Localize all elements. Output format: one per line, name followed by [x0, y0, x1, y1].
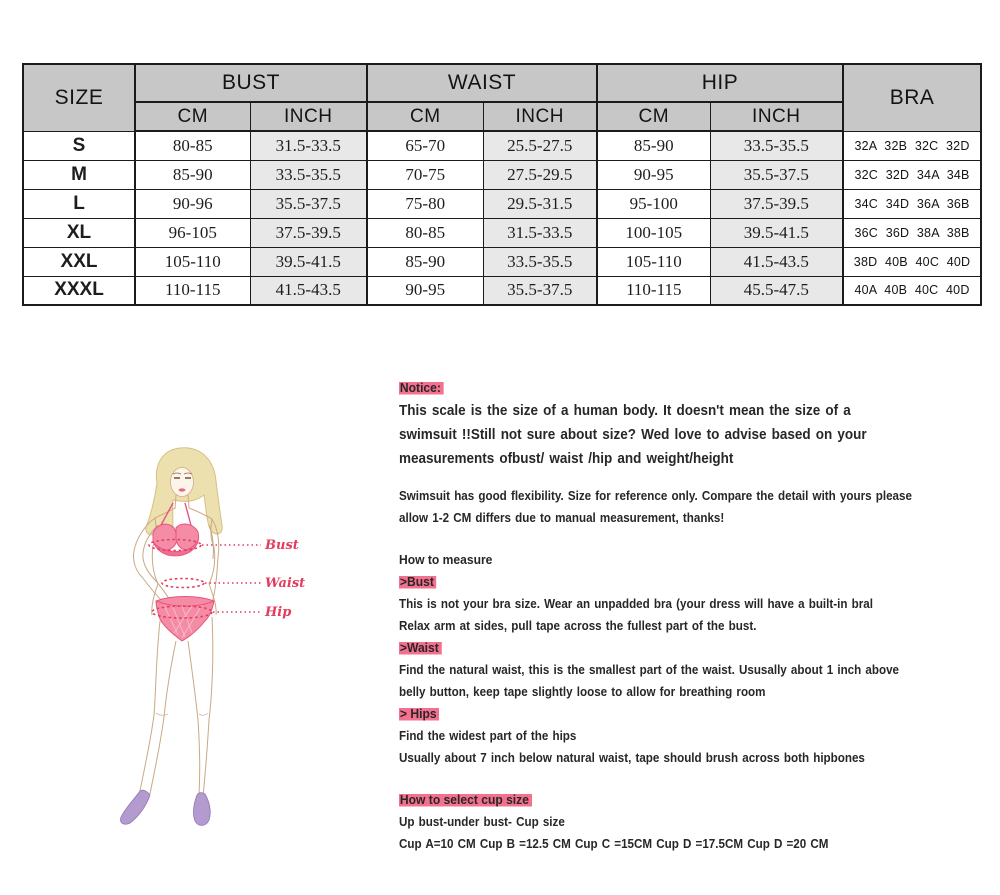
col-header-bust: BUST [135, 64, 367, 102]
bust-inch-value: 33.5-35.5 [250, 160, 367, 189]
how-to-measure-heading: How to measure [399, 552, 493, 567]
left-shoe [121, 790, 150, 824]
waist-inch-value: 29.5-31.5 [483, 189, 597, 218]
subheader-waist-cm: CM [367, 102, 483, 131]
hip-inch-value: 45.5-47.5 [710, 276, 843, 305]
size-label: S [23, 131, 135, 160]
right-shoe [194, 793, 211, 826]
bust-cm-value: 85-90 [135, 160, 250, 189]
subheader-bust-inch: INCH [250, 102, 367, 131]
hips-instruction-2: Usually about 7 inch below natural waist, tape should brush across both hipbones [399, 751, 865, 765]
bra-sizes-value: 34C 34D 36A 36B [843, 189, 981, 218]
cup-instruction-1: Up bust-under bust- Cup size [399, 815, 565, 829]
hip-cm-value: 100-105 [597, 218, 710, 247]
size-label: XXXL [23, 276, 135, 305]
bust-inch-value: 31.5-33.5 [250, 131, 367, 160]
notice-line-2: swimsuit !!Still not sure about size? Wed love to advise based on your [399, 427, 867, 443]
subheader-hip-cm: CM [597, 102, 710, 131]
waist-inch-value: 27.5-29.5 [483, 160, 597, 189]
hip-inch-value: 37.5-39.5 [710, 189, 843, 218]
size-label: L [23, 189, 135, 218]
table-row-xxl [23, 247, 981, 276]
table-row-xl [23, 218, 981, 247]
hip-label: Hip [265, 605, 292, 620]
notice-line-3: measurements ofbust/ waist /hip and weight/height [399, 451, 734, 467]
hips-section-heading [399, 703, 948, 725]
hip-inch-value: 41.5-43.5 [710, 247, 843, 276]
face [171, 468, 194, 497]
bust-cm-value: 80-85 [135, 131, 250, 160]
bra-sizes-value: 36C 36D 38A 38B [843, 218, 981, 247]
hip-cm-value: 90-95 [597, 160, 710, 189]
hip-cm-value: 110-115 [597, 276, 710, 305]
bra-sizes-value: 40A 40B 40C 40D [843, 276, 981, 305]
subheader-waist-inch: INCH [483, 102, 597, 131]
bra-sizes-value: 32C 32D 34A 34B [843, 160, 981, 189]
bust-section-heading [399, 571, 948, 593]
hips-instruction-1: Find the widest part of the hips [399, 729, 577, 743]
cup-instruction-2: Cup A=10 CM Cup B =12.5 CM Cup C =15CM Cup D =17.5CM Cup D =20 CM [399, 837, 829, 851]
bust-instruction-1: This is not your bra size. Wear an unpadded bra (your dress will have a built-in bral [399, 597, 873, 611]
bra-sizes-value: 38D 40B 40C 40D [843, 247, 981, 276]
right-leg [188, 617, 213, 796]
table-row-xxxl [23, 276, 981, 305]
col-header-bra: BRA [843, 64, 981, 131]
bust-cm-value: 105-110 [135, 247, 250, 276]
size-notes [399, 377, 989, 855]
waist-cm-value: 70-75 [367, 160, 483, 189]
waist-label: Waist [265, 576, 306, 591]
bust-inch-value: 39.5-41.5 [250, 247, 367, 276]
bust-inch-value: 35.5-37.5 [250, 189, 367, 218]
notice-heading [399, 377, 948, 399]
subheader-bust-cm: CM [135, 102, 250, 131]
left-leg [140, 621, 176, 794]
hips-heading-text: > Hips [399, 706, 439, 721]
hip-inch-value: 33.5-35.5 [710, 131, 843, 160]
flexibility-line-1: Swimsuit has good flexibility. Size for reference only. Compare the detail with yours please [399, 489, 912, 503]
waist-cm-value: 80-85 [367, 218, 483, 247]
hip-inch-value: 39.5-41.5 [710, 218, 843, 247]
cup-heading-text: How to select cup size [399, 792, 532, 807]
waist-cm-value: 90-95 [367, 276, 483, 305]
size-label: M [23, 160, 135, 189]
waist-instruction-2: belly button, keep tape slightly loose to allow for breathing room [399, 685, 766, 699]
hip-inch-value: 35.5-37.5 [710, 160, 843, 189]
waist-cm-value: 85-90 [367, 247, 483, 276]
bust-inch-value: 37.5-39.5 [250, 218, 367, 247]
lips [179, 488, 186, 491]
waist-cm-value: 65-70 [367, 131, 483, 160]
flexibility-line-2: allow 1-2 CM differs due to manual measurement, thanks! [399, 511, 725, 525]
subheader-hip-inch: INCH [710, 102, 843, 131]
bust-cm-value: 90-96 [135, 189, 250, 218]
col-header-waist: WAIST [367, 64, 597, 102]
bust-cm-value: 96-105 [135, 218, 250, 247]
col-header-size: SIZE [23, 64, 135, 131]
bust-heading-text: >Bust [399, 574, 437, 589]
bra-sizes-value: 32A 32B 32C 32D [843, 131, 981, 160]
waist-measure-ellipse [162, 579, 204, 588]
hip-cm-value: 85-90 [597, 131, 710, 160]
waist-inch-value: 35.5-37.5 [483, 276, 597, 305]
table-row-l [23, 189, 981, 218]
bust-instruction-2: Relax arm at sides, pull tape across the fullest part of the bust. [399, 619, 757, 633]
notice-heading-text: Notice: [399, 380, 444, 395]
measurement-figure [112, 445, 312, 835]
waist-inch-value: 33.5-35.5 [483, 247, 597, 276]
table-row-s [23, 131, 981, 160]
table-row-m [23, 160, 981, 189]
col-header-hip: HIP [597, 64, 843, 102]
bust-label: Bust [265, 538, 299, 553]
bust-cm-value: 110-115 [135, 276, 250, 305]
size-label: XL [23, 218, 135, 247]
size-label: XXL [23, 247, 135, 276]
waist-inch-value: 31.5-33.5 [483, 218, 597, 247]
bust-inch-value: 41.5-43.5 [250, 276, 367, 305]
body-sketch-illustration [112, 445, 312, 835]
waist-cm-value: 75-80 [367, 189, 483, 218]
notice-line-1: This scale is the size of a human body. It doesn't mean the size of a [399, 403, 851, 419]
hip-cm-value: 95-100 [597, 189, 710, 218]
waist-inch-value: 25.5-27.5 [483, 131, 597, 160]
cup-size-heading [399, 789, 948, 811]
waist-section-heading [399, 637, 948, 659]
waist-instruction-1: Find the natural waist, this is the smallest part of the waist. Ususally about 1 inch above [399, 663, 900, 677]
waist-heading-text: >Waist [399, 640, 442, 655]
hip-cm-value: 105-110 [597, 247, 710, 276]
size-table [22, 63, 982, 306]
